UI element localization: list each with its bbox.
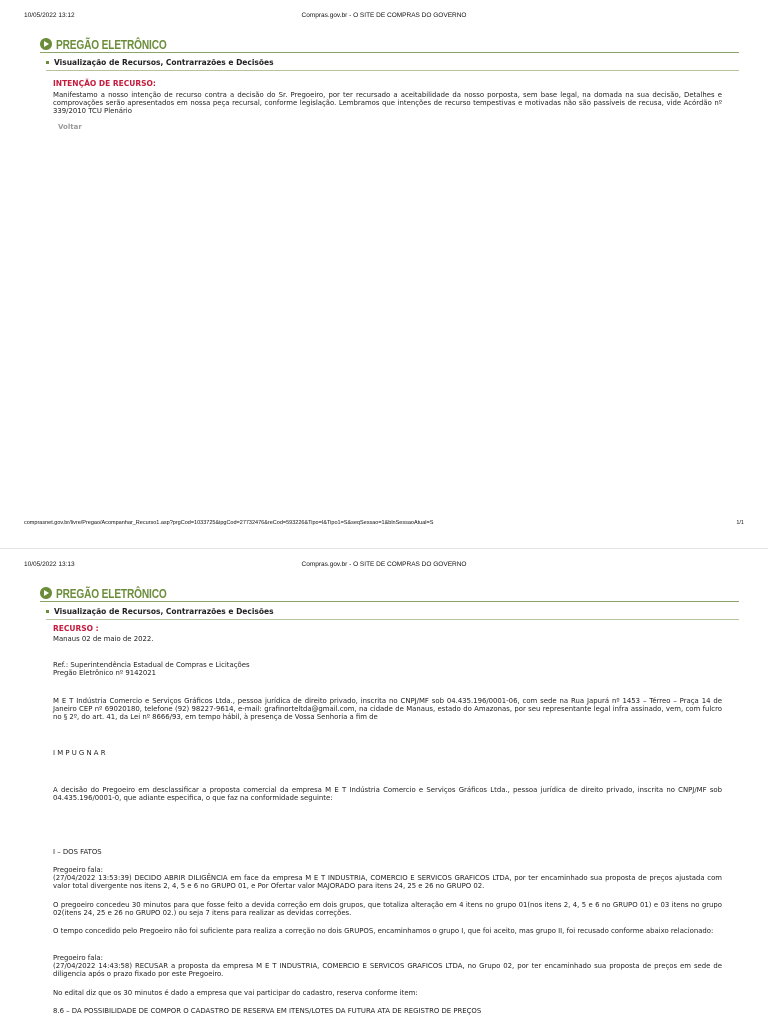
fatos-title: I – DOS FATOS [53, 848, 102, 856]
print-header [24, 12, 744, 22]
bullet-icon [46, 610, 49, 613]
fala-2-block [53, 954, 722, 979]
section-divider [46, 70, 739, 71]
brand-divider [40, 601, 739, 602]
pregoeiro-fala-label: Pregoeiro fala: [53, 866, 103, 874]
recurso-date: Manaus 02 de maio de 2022. [53, 635, 154, 643]
brand-divider [40, 52, 739, 53]
bullet-icon [46, 61, 49, 64]
intencao-heading: INTENÇÃO DE RECURSO: [53, 79, 156, 88]
item-8-6: 8.6 – DA POSSIBILIDADE DE COMPOR O CADASTRO DE RESERVA EM ITENS/LOTES DA FUTURA ATA DE REGISTRO DE PREÇOS [53, 1007, 482, 1015]
tempo-paragraph: O tempo concedido pelo Pregoeiro não foi suficiente para realiza a correção no dois GRUPOS, encaminhamos o grupo I, que foi aceito, mas grupo II, foi recusado conforme abaixo relacionado: [53, 927, 714, 935]
section-title-text: Visualização de Recursos, Contrarrazões e Decisões [54, 58, 274, 67]
impugnar-text: I M P U G N A R [53, 749, 106, 757]
print-date: 10/05/2022 13:13 [24, 561, 75, 568]
ref-line-2: Pregão Eletrônico nº 9142021 [53, 669, 157, 678]
brand-logo [40, 37, 198, 51]
recurso-heading: RECURSO : [53, 624, 99, 633]
fala-1-text: (27/04/2022 13:53:39) DECIDO ABRIR DILIGÊNCIA em face da empresa M E T INDUSTRIA, COMERCIO E SERVICOS GRAFICOS LTDA, por ter encaminhado sua proposta de preços ajustada com valor total divergente nos itens 2, 4, 5 e 6 no GRUPO 01, e Por Ofertar valor MAJORADO para itens 24, 25 e 26 no GRUPO 02. [53, 874, 722, 891]
brand-label: PREGÃO ELETRÔNICO [56, 36, 167, 52]
site-title: Compras.gov.br - O SITE DE COMPRAS DO GOVERNO [301, 12, 467, 19]
brand-label: PREGÃO ELETRÔNICO [56, 585, 167, 601]
intencao-body: Manifestamo a nosso intenção de recurso contra a decisão do Sr. Pregoeiro, por ter recursado a aceitabilidade da nosso porposta, sem base legal, na domada na sua decisão, Detalhes e comprovações serão apresentados em nossa peça recursal, conforme legislação. Lembramos que intenções de recurso tempestivas e motivadas não são passíveis de recusa, vide Acórdão nº 339/2010 TCU Plenário [53, 91, 722, 116]
section-title [46, 607, 274, 616]
print-page-2 [0, 548, 768, 1025]
fala-2-text: (27/04/2022 14:43:58) RECUSAR a proposta da empresa M E T INDUSTRIA, COMERCIO E SERVICOS GRAFICOS LTDA, no Grupo 02, por ter encaminhado sua proposta de preços em sede de diligencia após o prazo fixado por este Pregoeiro. [53, 962, 722, 979]
section-title-text: Visualização de Recursos, Contrarrazões e Decisões [54, 607, 274, 616]
fala-1-block [53, 866, 722, 891]
arrow-circle-icon [40, 587, 52, 599]
ref-line-1: Ref.: Superintendência Estadual de Compras e Licitações [53, 661, 250, 669]
voltar-link[interactable]: Voltar [58, 123, 82, 131]
section-divider [46, 619, 739, 620]
arrow-circle-icon [40, 38, 52, 50]
recurso-intro: M E T Indústria Comercio e Serviços Gráficos Ltda., pessoa jurídica de direito privado, inscrita no CNPJ/MF sob 04.435.196/0001-06, com sede na Rua Japurá nº 1453 – Térreo – Praça 14 de Janeiro CEP nº 69020180, telefone (92) 98227-9614, e-mail: grafinorteltda@gmail.com, na cidade de Manaus, estado do Amazonas, por seu representante legal infra assinado, vem, com fulcro no § 2º, do art. 41, da Lei nº 8666/93, em tempo hábil, à presença de Vossa Senhoria a fim de [53, 697, 722, 722]
page-number: 1/1 [736, 520, 744, 526]
pregoeiro-fala-label: Pregoeiro fala: [53, 954, 103, 962]
edital-paragraph: No edital diz que os 30 minutos é dado a empresa que vai participar do cadastro, reserva conforme item: [53, 989, 418, 997]
decisao-paragraph: A decisão do Pregoeiro em desclassificar a proposta comercial da empresa M E T Indústria Comercio e Serviços Gráficos Ltda., pessoa jurídica de direito privado, inscrita no CNPJ/MF sob 04.435.196/0001-0, que adiante especifica, o que faz na conformidade seguinte: [53, 786, 722, 803]
concedeu-paragraph: O pregoeiro concedeu 30 minutos para que fosse feito a devida correção em dois grupos, que totaliza alteração em 4 itens no grupo 01(nos itens 2, 4, 5 e 6 no GRUPO 01) e 03 itens no grupo 02(itens 24, 25 e 26 no GRUPO 02.) ou seja 7 itens para realizar as devidas correções. [53, 901, 722, 918]
brand-logo [40, 586, 198, 600]
print-date: 10/05/2022 13:12 [24, 12, 75, 19]
footer-url: comprasnet.gov.br/livre/Pregao/Acompanhar_Recurso1.asp?prgCod=1033725&ipgCod=27732476&reCod=593226&Tipo=I&Tipo1=S&seqSessao=1&blnSessaoAtual=S [24, 520, 434, 526]
recurso-ref [53, 661, 722, 677]
print-header [24, 561, 744, 571]
section-title [46, 58, 274, 67]
site-title: Compras.gov.br - O SITE DE COMPRAS DO GOVERNO [301, 561, 467, 568]
